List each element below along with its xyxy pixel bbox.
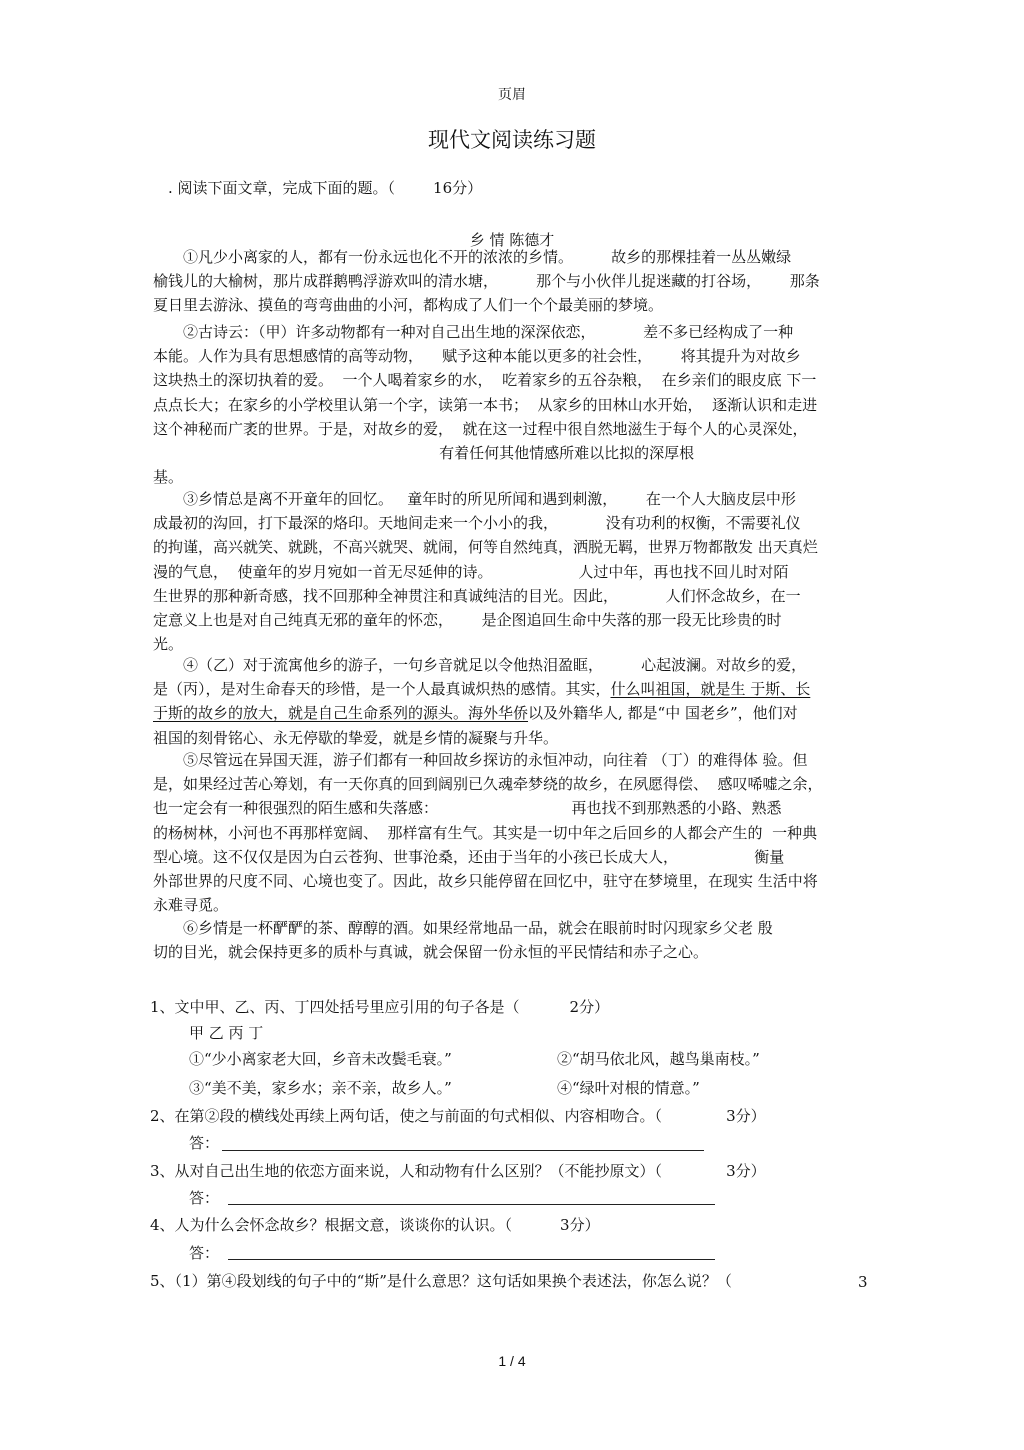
page-header: 页眉 <box>498 87 526 103</box>
paragraph-line: 这块热土的深切执着的爱。 一个人喝着家乡的水， 吃着家乡的五谷杂粮， 在乡亲们的眼皮底 下一 <box>153 371 817 390</box>
paragraph-line: 点点长大；在家乡的小学校里认第一个字，读第一本书； 从家乡的田林山水开始， 逐渐认识和走进 <box>153 395 818 414</box>
answer-line[interactable] <box>228 1259 715 1260</box>
page-number: 1 / 4 <box>498 1353 526 1369</box>
question-text: 3、从对自己出生地的依恋方面来说，人和动物有什么区别？（不能抄原文）（ <box>150 1162 663 1180</box>
instruction-line <box>168 177 482 198</box>
paragraph-line: ⑥乡情是一杯酽酽的茶、醇醇的酒。如果经常地品一品，就会在眼前时时闪现家乡父老 殷 <box>183 919 773 937</box>
paragraph-line: 定意义上也是对自己纯真无邪的童年的怀恋， 是企图追回生命中失落的那一段无比珍贵的时 <box>153 610 782 629</box>
paragraph-line <box>153 701 869 725</box>
paragraph-line: ④（乙）对于流寓他乡的游子，一句乡音就足以令他热泪盈眶， 心起波澜。对故乡的爱， <box>183 656 807 674</box>
option-3: ③“美不美，家乡水；亲不亲，故乡人。” <box>189 1079 452 1097</box>
paragraph-5 <box>153 748 869 917</box>
instruction-text: . 阅读下面文章，完成下面的题。（ <box>168 179 396 197</box>
question-2 <box>150 1105 766 1126</box>
option-1: ①“少小离家老大回，乡音未改鬓毛衰。” <box>189 1050 452 1068</box>
question-points: 2分） <box>569 998 610 1016</box>
paragraph-line: 有着任何其他情感所难以比拟的深厚根 <box>153 443 695 462</box>
question-points: 3分） <box>726 1162 766 1180</box>
instruction-points: 16分） <box>433 179 483 197</box>
question-points: 3分） <box>560 1216 600 1234</box>
option-2: ②“胡马依北风，越鸟巢南枝。” <box>557 1050 760 1068</box>
question-text: 1、文中甲、乙、丙、丁四处括号里应引用的句子各是（ <box>150 998 520 1016</box>
paragraph-line: 祖国的刻骨铭心、永无停歇的挚爱，就是乡情的凝聚与升华。 <box>153 728 559 747</box>
question-points: 3分） <box>726 1107 766 1125</box>
paragraph-line: 光。 <box>153 635 184 654</box>
paragraph-line: 的拘谨，高兴就笑、就跳，不高兴就哭、就闹，何等自然纯真，洒脱无羁，世界万物都散发 出天真烂 <box>153 538 818 557</box>
question-text: 2、在第②段的横线处再续上两句话，使之与前面的句式相似、内容相吻合。（ <box>150 1107 663 1125</box>
paragraph-line: 榆钱儿的大榆树，那片成群鹅鸭浮游欢叫的清水塘， 那个与小伙伴儿捉迷藏的打谷场， 那条 <box>153 272 820 291</box>
paragraph-4 <box>153 653 869 750</box>
paragraph-line: 这个神秘而广袤的世界。于是，对故乡的爱， 就在这一过程中很自然地滋生于每个人的心灵深处， <box>153 419 808 438</box>
answer-label: 答： <box>189 1189 220 1207</box>
question-1 <box>150 996 609 1017</box>
paragraph-line: 是，如果经过苦心筹划，有一天你真的回到阔别已久魂牵梦绕的故乡，在夙愿得偿、 感叹唏嘘之余， <box>153 775 823 794</box>
paragraph-line: 的杨树林，小河也不再那样宽阔、 那样富有生气。其实是一切中年之后回乡的人都会产生的 一种典 <box>153 823 818 842</box>
paragraph-line: 基。 <box>153 468 184 487</box>
question-points: 3 <box>858 1273 868 1291</box>
paragraph-1 <box>153 245 869 318</box>
paragraph-line: 漫的气息， 使童年的岁月宛如一首无尽延伸的诗。 人过中年，再也找不回儿时对陌 <box>153 562 789 581</box>
question-1-labels: 甲 乙 丙 丁 <box>189 1024 264 1042</box>
paragraph-line: 也一定会有一种很强烈的陌生感和失落感： 再也找不到那熟悉的小路、熟悉 <box>153 799 782 818</box>
paragraph-line: 外部世界的尺度不同、心境也变了。因此，故乡只能停留在回忆中，驻守在梦境里，在现实 生活中将 <box>153 871 818 890</box>
question-3 <box>150 1160 766 1181</box>
paragraph-line: 生世界的那种新奇感，找不回那种全神贯注和真诚纯洁的目光。因此， 人们怀念故乡，在一 <box>153 586 801 605</box>
paragraph-line: ②古诗云：（甲）许多动物都有一种对自己出生地的深深依恋， 差不多已经构成了一种 <box>183 323 794 341</box>
paragraph-3 <box>153 487 869 656</box>
underlined-sentence: 于斯的故乡的放大，就是自己生命系列的源头。海外华侨 <box>153 704 529 723</box>
paragraph-line <box>153 677 869 701</box>
paragraph-line: 本能。人作为具有思想感情的高等动物， 赋予这种本能以更多的社会性， 将其提升为对故乡 <box>153 347 801 366</box>
paragraph-line: 成最初的沟回，打下最深的烙印。天地间走来一个小小的我， 没有功利的权衡，不需要礼仪 <box>153 514 801 533</box>
paragraph-line: 切的目光，就会保持更多的质朴与真诚，就会保留一份永恒的平民情结和赤子之心。 <box>153 943 709 962</box>
paragraph-line: 永难寻觅。 <box>153 896 229 915</box>
answer-line[interactable] <box>228 1204 715 1205</box>
paragraph-line: ①凡少小离家的人，都有一份永远也化不开的浓浓的乡情。 故乡的那棵挂着一丛丛嫩绿 <box>183 248 792 266</box>
paragraph-line: ⑤尽管远在异国天涯，游子们都有一种回故乡探访的永恒冲动，向往着 （丁）的难得体 验。但 <box>183 751 808 769</box>
option-4: ④“绿叶对根的情意。” <box>557 1079 700 1097</box>
question-4 <box>150 1214 600 1235</box>
answer-line[interactable] <box>222 1150 704 1151</box>
document-title: 现代文阅读练习题 <box>428 128 596 152</box>
article-title: 乡 情 陈德才 <box>469 231 555 249</box>
question-5 <box>150 1270 732 1291</box>
question-text: 5、（1）第④段划线的句子中的“斯”是什么意思？这句话如果换个表述法，你怎么说？（ <box>150 1272 732 1290</box>
paragraph-text: 是（丙），是对生命春天的珍惜，是一个人最真诚炽热的感情。其实， <box>153 680 611 699</box>
paragraph-text: 以及外籍华人, 都是“中 国老乡”，他们对 <box>528 704 798 723</box>
paragraph-line: ③乡情总是离不开童年的回忆。 童年时的所见所闻和遇到刺激， 在一个人大脑皮层中形 <box>183 490 796 508</box>
underlined-sentence: 什么叫祖国，就是生 于斯、长 <box>610 680 811 699</box>
paragraph-6 <box>153 916 869 964</box>
paragraph-line: 夏日里去游泳、摸鱼的弯弯曲曲的小河，都构成了人们一个个最美丽的梦境。 <box>153 296 664 315</box>
paragraph-line: 型心境。这不仅仅是因为白云苍狗、世事沧桑，还由于当年的小孩已长成大人， 衡量 <box>153 847 785 866</box>
answer-label: 答： <box>189 1134 220 1152</box>
question-text: 4、人为什么会怀念故乡？根据文意，谈谈你的认识。（ <box>150 1216 513 1234</box>
answer-label: 答： <box>189 1244 220 1262</box>
paragraph-2 <box>153 320 869 489</box>
